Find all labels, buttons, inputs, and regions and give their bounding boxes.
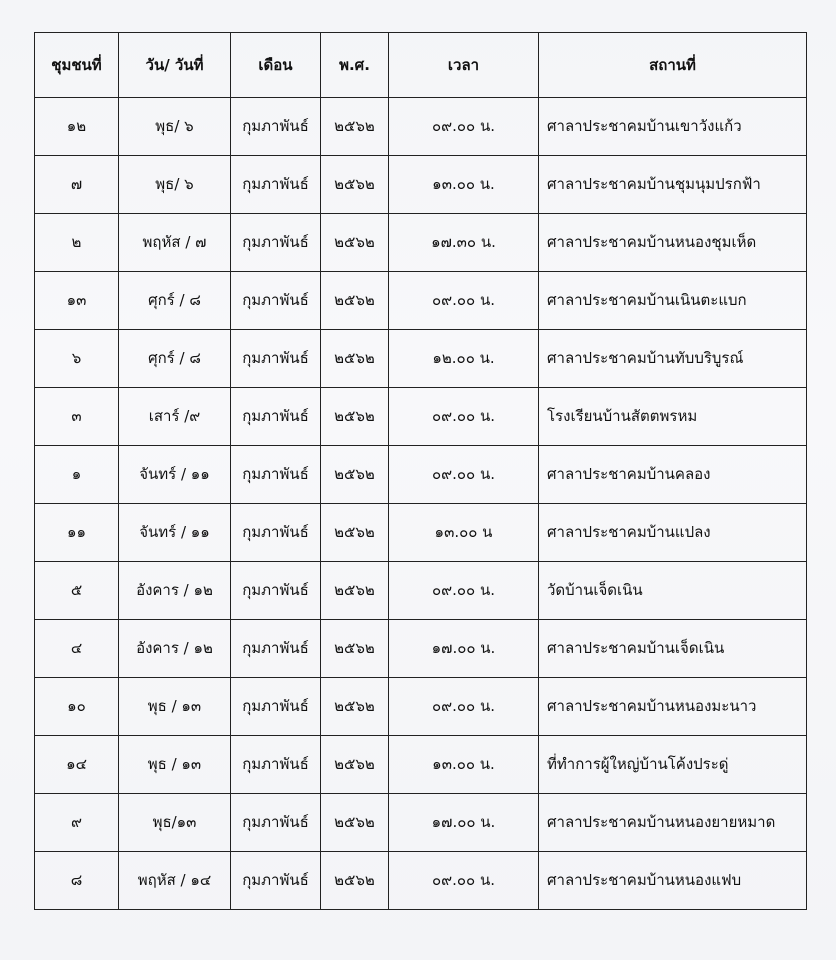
- cell-date: เสาร์ /๙: [119, 388, 231, 446]
- table-row: [35, 98, 807, 156]
- table-row: [35, 272, 807, 330]
- cell-time: ๐๙.๐๐ น.: [389, 272, 539, 330]
- cell-date: ศุกร์ / ๘: [119, 330, 231, 388]
- cell-month: กุมภาพันธ์: [231, 98, 321, 156]
- cell-time: ๑๓.๐๐ น.: [389, 156, 539, 214]
- cell-community: ๑: [35, 446, 119, 504]
- cell-month: กุมภาพันธ์: [231, 330, 321, 388]
- cell-place: วัดบ้านเจ็ดเนิน: [539, 562, 807, 620]
- cell-time: ๐๙.๐๐ น.: [389, 388, 539, 446]
- table-row: [35, 852, 807, 910]
- cell-month: กุมภาพันธ์: [231, 388, 321, 446]
- table-row: [35, 330, 807, 388]
- cell-place: ศาลาประชาคมบ้านหนองมะนาว: [539, 678, 807, 736]
- cell-year: ๒๕๖๒: [321, 214, 389, 272]
- cell-month: กุมภาพันธ์: [231, 852, 321, 910]
- header-row: [35, 33, 807, 98]
- cell-time: ๐๙.๐๐ น.: [389, 852, 539, 910]
- cell-place: ศาลาประชาคมบ้านหนองชุมเห็ด: [539, 214, 807, 272]
- cell-month: กุมภาพันธ์: [231, 446, 321, 504]
- cell-place: ศาลาประชาคมบ้านเขาวังแก้ว: [539, 98, 807, 156]
- cell-community: ๑๔: [35, 736, 119, 794]
- header-year: พ.ศ.: [321, 33, 389, 98]
- cell-time: ๐๙.๐๐ น.: [389, 98, 539, 156]
- table-row: [35, 214, 807, 272]
- cell-date: พุธ/ ๖: [119, 156, 231, 214]
- cell-date: พฤหัส / ๑๔: [119, 852, 231, 910]
- cell-place: ศาลาประชาคมบ้านชุมนุมปรกฟ้า: [539, 156, 807, 214]
- cell-month: กุมภาพันธ์: [231, 678, 321, 736]
- cell-community: ๓: [35, 388, 119, 446]
- table-row: [35, 620, 807, 678]
- cell-year: ๒๕๖๒: [321, 562, 389, 620]
- cell-month: กุมภาพันธ์: [231, 272, 321, 330]
- cell-date: พฤหัส / ๗: [119, 214, 231, 272]
- table-header: [35, 33, 807, 98]
- cell-place: โรงเรียนบ้านสัตตพรหม: [539, 388, 807, 446]
- table-row: [35, 562, 807, 620]
- cell-year: ๒๕๖๒: [321, 678, 389, 736]
- cell-year: ๒๕๖๒: [321, 736, 389, 794]
- cell-place: ศาลาประชาคมบ้านแปลง: [539, 504, 807, 562]
- cell-month: กุมภาพันธ์: [231, 794, 321, 852]
- cell-month: กุมภาพันธ์: [231, 156, 321, 214]
- cell-community: ๔: [35, 620, 119, 678]
- cell-year: ๒๕๖๒: [321, 620, 389, 678]
- cell-date: จันทร์ / ๑๑: [119, 446, 231, 504]
- cell-date: อังคาร / ๑๒: [119, 562, 231, 620]
- cell-community: ๑๒: [35, 98, 119, 156]
- cell-date: จันทร์ / ๑๑: [119, 504, 231, 562]
- cell-year: ๒๕๖๒: [321, 272, 389, 330]
- cell-place: ศาลาประชาคมบ้านเนินตะแบก: [539, 272, 807, 330]
- cell-place: ศาลาประชาคมบ้านทับบริบูรณ์: [539, 330, 807, 388]
- cell-year: ๒๕๖๒: [321, 388, 389, 446]
- cell-date: พุธ / ๑๓: [119, 736, 231, 794]
- cell-community: ๘: [35, 852, 119, 910]
- cell-year: ๒๕๖๒: [321, 504, 389, 562]
- header-date: วัน/ วันที่: [119, 33, 231, 98]
- table-row: [35, 388, 807, 446]
- cell-place: ศาลาประชาคมบ้านคลอง: [539, 446, 807, 504]
- header-community: ชุมชนที่: [35, 33, 119, 98]
- table-row: [35, 156, 807, 214]
- cell-time: ๑๓.๐๐ น.: [389, 736, 539, 794]
- table-row: [35, 678, 807, 736]
- cell-month: กุมภาพันธ์: [231, 214, 321, 272]
- cell-place: ศาลาประชาคมบ้านหนองแฟบ: [539, 852, 807, 910]
- cell-date: พุธ/ ๖: [119, 98, 231, 156]
- cell-year: ๒๕๖๒: [321, 794, 389, 852]
- cell-date: ศุกร์ / ๘: [119, 272, 231, 330]
- cell-time: ๑๗.๐๐ น.: [389, 794, 539, 852]
- table-row: [35, 736, 807, 794]
- cell-month: กุมภาพันธ์: [231, 504, 321, 562]
- cell-date: พุธ/๑๓: [119, 794, 231, 852]
- cell-year: ๒๕๖๒: [321, 330, 389, 388]
- table-row: [35, 794, 807, 852]
- cell-community: ๙: [35, 794, 119, 852]
- cell-year: ๒๕๖๒: [321, 852, 389, 910]
- cell-community: ๑๐: [35, 678, 119, 736]
- table-body: [35, 98, 807, 910]
- cell-year: ๒๕๖๒: [321, 156, 389, 214]
- cell-place: ศาลาประชาคมบ้านหนองยายหมาด: [539, 794, 807, 852]
- cell-place: ที่ทำการผู้ใหญ่บ้านโค้งประดู่: [539, 736, 807, 794]
- cell-time: ๐๙.๐๐ น.: [389, 562, 539, 620]
- header-time: เวลา: [389, 33, 539, 98]
- header-place: สถานที่: [539, 33, 807, 98]
- cell-community: ๕: [35, 562, 119, 620]
- cell-time: ๐๙.๐๐ น.: [389, 446, 539, 504]
- cell-time: ๑๗.๓๐ น.: [389, 214, 539, 272]
- cell-month: กุมภาพันธ์: [231, 620, 321, 678]
- cell-community: ๖: [35, 330, 119, 388]
- cell-time: ๐๙.๐๐ น.: [389, 678, 539, 736]
- cell-time: ๑๓.๐๐ น: [389, 504, 539, 562]
- cell-community: ๑๑: [35, 504, 119, 562]
- cell-community: ๑๓: [35, 272, 119, 330]
- cell-month: กุมภาพันธ์: [231, 562, 321, 620]
- cell-time: ๑๗.๐๐ น.: [389, 620, 539, 678]
- cell-year: ๒๕๖๒: [321, 98, 389, 156]
- cell-community: ๒: [35, 214, 119, 272]
- header-month: เดือน: [231, 33, 321, 98]
- cell-time: ๑๒.๐๐ น.: [389, 330, 539, 388]
- cell-year: ๒๕๖๒: [321, 446, 389, 504]
- schedule-table: [34, 32, 807, 910]
- cell-date: พุธ / ๑๓: [119, 678, 231, 736]
- cell-community: ๗: [35, 156, 119, 214]
- cell-date: อังคาร / ๑๒: [119, 620, 231, 678]
- table-row: [35, 446, 807, 504]
- cell-month: กุมภาพันธ์: [231, 736, 321, 794]
- cell-place: ศาลาประชาคมบ้านเจ็ดเนิน: [539, 620, 807, 678]
- table-row: [35, 504, 807, 562]
